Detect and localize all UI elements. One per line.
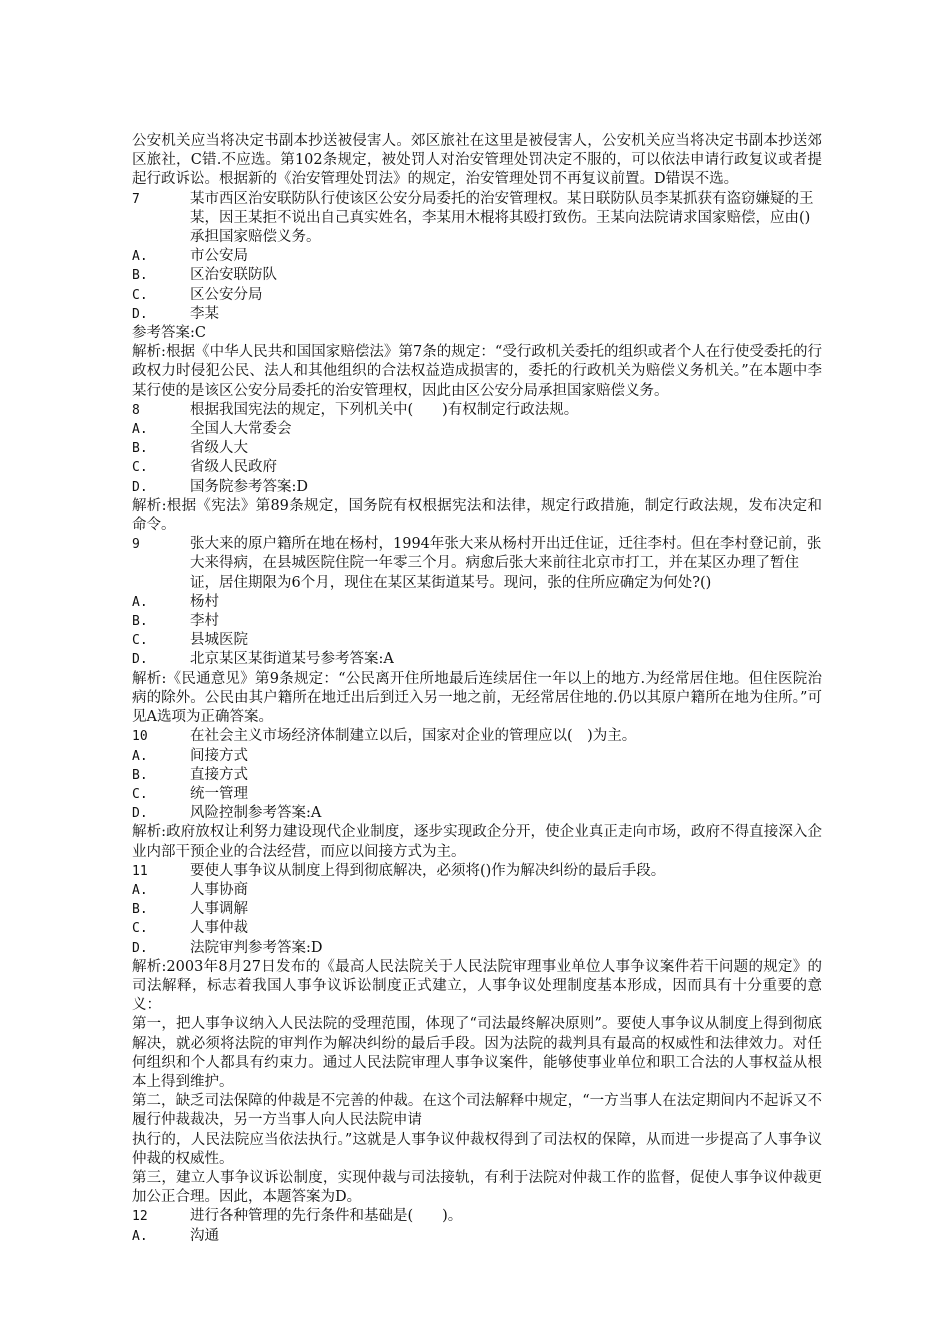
option-item [132,900,822,919]
option-item [132,785,822,804]
item-text: 市公安局 [190,248,248,265]
item-label: C. [132,460,148,476]
item-label: D. [132,940,148,956]
item-label: B. [132,767,148,783]
option-item [132,766,822,785]
paragraph: 解析:《民通意见》第9条规定：“公民离开住所地最后连续居住一年以上的地方.为经常居住地。但住医院治病的除外。公民由其户籍所在地迁出后到迁入另一地之前，无经常居住地的.仍以其原户籍所在地为住所。”可见A选项为正确答案。 [132,670,822,726]
option-item [132,631,822,650]
item-label: A. [132,1228,148,1244]
item-text: 法院审判参考答案:D [190,939,323,956]
item-label: 7 [132,191,140,207]
item-text: 人事仲裁 [190,920,248,937]
item-label: D. [132,479,148,495]
option-item [132,266,822,285]
item-text: 全国人大常委会 [190,421,292,438]
option-item [132,247,822,266]
item-text: 省级人大 [190,440,248,457]
item-text: 区治安联防队 [190,267,277,284]
option-item [132,439,822,458]
option-item [132,650,822,669]
paragraph: 解析:根据《宪法》第89条规定，国务院有权根据宪法和法律，规定行政措施，制定行政法规，发布决定和命令。 [132,497,822,534]
item-text: 人事协商 [190,881,248,898]
item-label: A. [132,249,148,265]
item-label: B. [132,902,148,918]
item-text: 根据我国宪法的规定，下列机关中( )有权制定行政法规。 [190,401,579,418]
item-text: 风险控制参考答案:A [190,805,322,822]
item-label: 8 [132,402,140,418]
item-text: 张大来的原户籍所在地在杨村，1994年张大来从杨村开出迁住证，迁往李村。但在李村登记前，张大来得病，在县城医院住院一年零三个月。病愈后张大来前往北京市打工，并在某区办理了暂住证，居住期限为6个月，现住在某区某街道某号。现问，张的住所应确定为何处?() [190,536,822,591]
option-item [132,305,822,324]
question-item [132,727,822,746]
option-item [132,881,822,900]
item-label: 9 [132,537,140,553]
item-label: 10 [132,729,148,745]
item-text: 人事调解 [190,901,248,918]
item-text: 北京某区某街道某号参考答案:A [190,651,394,668]
item-label: D. [132,806,148,822]
item-text: 杨村 [190,593,219,610]
question-item [132,862,822,881]
item-label: B. [132,268,148,284]
paragraph: 第二，缺乏司法保障的仲裁是不完善的仲裁。在这个司法解释中规定，“一方当事人在法定期间内不起诉又不履行仲裁裁决，另一方当事人向人民法院申请 [132,1093,822,1129]
item-text: 直接方式 [190,766,248,783]
item-text: 在社会主义市场经济体制建立以后，国家对企业的管理应以( )为主。 [190,728,637,745]
item-label: D. [132,306,148,322]
option-item [132,478,822,497]
item-label: 11 [132,863,148,879]
option-item [132,747,822,766]
item-label: 12 [132,1209,148,1225]
item-text: 要使人事争议从制度上得到彻底解决，必须将()作为解决纠纷的最后手段。 [190,862,666,879]
question-item [132,535,822,593]
paragraph: 解析:政府放权让利努力建设现代企业制度，逐步实现政企分开，使企业真正走向市场，政府不得直接深入企业内部干预企业的合法经营，而应以间接方式为主。 [132,824,822,860]
item-text: 统一管理 [190,785,248,802]
item-label: B. [132,614,148,630]
paragraph: 解析:根据《中华人民共和国国家赔偿法》第7条的规定：“受行政机关委托的组织或者个人在行使受委托的行政权力时侵犯公民、法人和其他组织的合法权益造成损害的，委托的行政机关为赔偿义务机关。”在本题中李某行使的是该区公安分局委托的治安管理权，因此由区公安分局承担国家赔偿义务。 [132,344,822,399]
question-item [132,401,822,420]
item-text: 区公安分局 [190,286,263,303]
item-label: A. [132,748,148,764]
item-label: A. [132,594,148,610]
item-label: D. [132,652,148,668]
item-label: C. [132,287,148,303]
option-item [132,1227,822,1246]
option-item [132,939,822,958]
item-label: C. [132,633,148,649]
item-text: 李某 [190,305,219,322]
option-item [132,593,822,612]
item-text: 间接方式 [190,747,248,764]
item-label: A. [132,882,148,898]
item-text: 省级人民政府 [190,459,277,476]
question-item [132,190,822,248]
item-label: B. [132,441,148,457]
option-item [132,286,822,305]
paragraph: 第一，把人事争议纳入人民法院的受理范围，体现了“司法最终解决原则”。要使人事争议从制度上得到彻底解决，就必须将法院的审判作为解决纠纷的最后手段。因为法院的裁判具有最高的权威性和法律效力。对任何组织和个人都具有约束力。通过人民法院审理人事争议案件，能够使事业单位和职工合法的人事权益从根本上得到维护。 [132,1016,822,1090]
question-item [132,1207,822,1226]
item-text: 县城医院 [190,632,248,649]
document-body [132,132,822,1246]
item-text: 李村 [190,613,219,630]
item-label: A. [132,422,148,438]
paragraph: 第三，建立人事争议诉讼制度，实现仲裁与司法接轨，有利于法院对仲裁工作的监督，促使人事争议仲裁更加公正合理。因此，本题答案为D。 [132,1169,822,1206]
paragraph: 公安机关应当将决定书副本抄送被侵害人。郊区旅社在这里是被侵害人，公安机关应当将决定书副本抄送郊区旅社，C错.不应选。第102条规定，被处罚人对治安管理处罚决定不服的，可以依法申请行政复议或者提起行政诉讼。根据新的《治安管理处罚法》的规定，治安管理处罚不再复议前置。D错误不选。 [132,133,822,188]
option-item [132,804,822,823]
paragraph: 参考答案:C [132,325,206,342]
option-item [132,420,822,439]
paragraph: 解析:2003年8月27日发布的《最高人民法院关于人民法院审理事业单位人事争议案件若干问题的规定》的司法解释，标志着我国人事争议诉讼制度正式建立，人事争议处理制度基本形成，因而具有十分重要的意义： [132,958,822,1014]
option-item [132,919,822,938]
paragraph: 执行的，人民法院应当依法执行。”这就是人事争议仲裁权得到了司法权的保障，从而进一步提高了人事争议仲裁的权威性。 [132,1131,822,1167]
item-label: C. [132,921,148,937]
option-item [132,612,822,631]
item-text: 某市西区治安联防队行使该区公安分局委托的治安管理权。某日联防队员李某抓获有盗窃嫌疑的王某，因王某拒不说出自己真实姓名，李某用木棍将其殴打致伤。王某向法院请求国家赔偿，应由()承担国家赔偿义务。 [190,190,814,246]
item-label: C. [132,786,148,802]
item-text: 进行各种管理的先行条件和基础是( )。 [190,1208,463,1225]
option-item [132,458,822,477]
item-text: 沟通 [190,1227,219,1244]
item-text: 国务院参考答案:D [190,478,309,495]
